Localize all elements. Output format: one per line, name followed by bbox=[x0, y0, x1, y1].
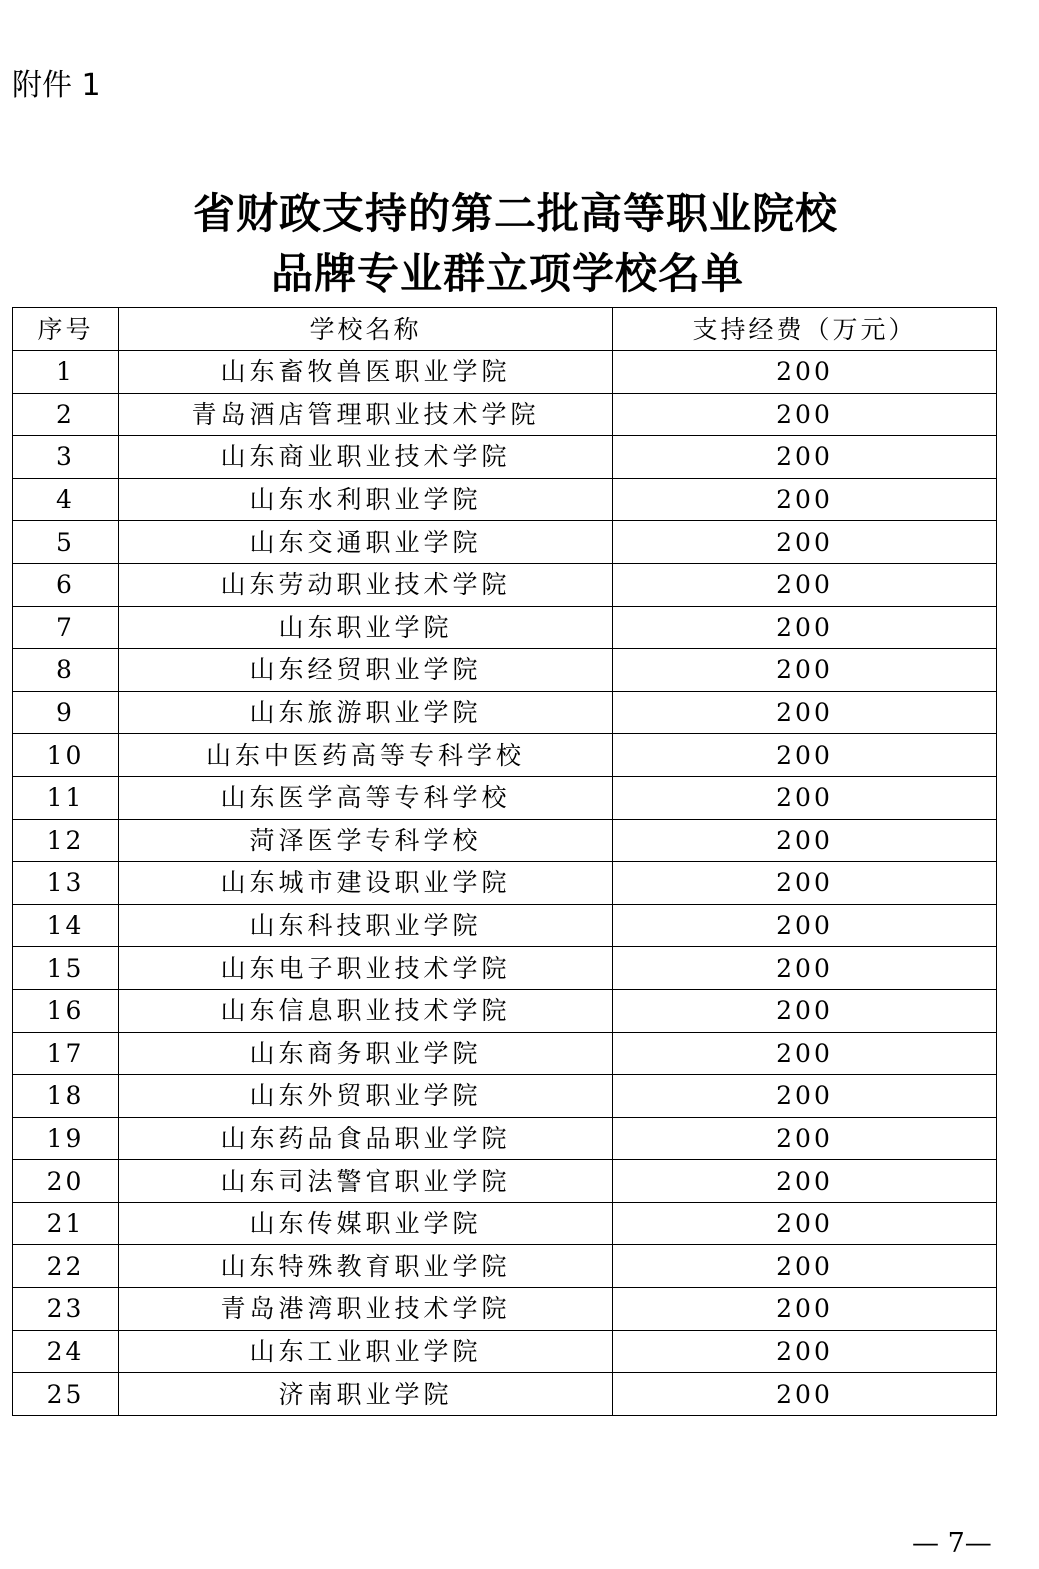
row-funding: 200 bbox=[613, 606, 997, 649]
row-school-name: 青岛酒店管理职业技术学院 bbox=[119, 393, 613, 436]
table-row bbox=[13, 1032, 997, 1075]
table-row bbox=[13, 393, 997, 436]
header-funding: 支持经费（万元） bbox=[613, 308, 997, 351]
row-index: 14 bbox=[13, 904, 119, 947]
table-row bbox=[13, 691, 997, 734]
row-school-name: 山东工业职业学院 bbox=[119, 1330, 613, 1373]
row-funding: 200 bbox=[613, 1330, 997, 1373]
row-index: 1 bbox=[13, 351, 119, 394]
row-index: 21 bbox=[13, 1202, 119, 1245]
table-row bbox=[13, 989, 997, 1032]
table-row bbox=[13, 1373, 997, 1416]
row-index: 8 bbox=[13, 649, 119, 692]
row-funding: 200 bbox=[613, 1373, 997, 1416]
row-funding: 200 bbox=[613, 904, 997, 947]
row-index: 25 bbox=[13, 1373, 119, 1416]
table-row bbox=[13, 1075, 997, 1118]
row-index: 17 bbox=[13, 1032, 119, 1075]
row-funding: 200 bbox=[613, 819, 997, 862]
header-index: 序号 bbox=[13, 308, 119, 351]
row-funding: 200 bbox=[613, 521, 997, 564]
row-school-name: 山东经贸职业学院 bbox=[119, 649, 613, 692]
row-school-name: 菏泽医学专科学校 bbox=[119, 819, 613, 862]
row-index: 15 bbox=[13, 947, 119, 990]
row-funding: 200 bbox=[613, 1202, 997, 1245]
row-school-name: 山东旅游职业学院 bbox=[119, 691, 613, 734]
document-title-line2: 品牌专业群立项学校名单 bbox=[270, 249, 744, 298]
row-funding: 200 bbox=[613, 1245, 997, 1288]
row-index: 5 bbox=[13, 521, 119, 564]
table-row bbox=[13, 351, 997, 394]
row-funding: 200 bbox=[613, 734, 997, 777]
row-funding: 200 bbox=[613, 563, 997, 606]
row-school-name: 青岛港湾职业技术学院 bbox=[119, 1288, 613, 1331]
attachment-label: 附件 1 bbox=[12, 68, 101, 103]
row-funding: 200 bbox=[613, 1075, 997, 1118]
table-row bbox=[13, 1330, 997, 1373]
row-school-name: 山东特殊教育职业学院 bbox=[119, 1245, 613, 1288]
row-funding: 200 bbox=[613, 478, 997, 521]
table-row bbox=[13, 947, 997, 990]
table-row bbox=[13, 563, 997, 606]
table-row bbox=[13, 1202, 997, 1245]
table-header-row bbox=[13, 308, 997, 351]
row-index: 6 bbox=[13, 563, 119, 606]
row-school-name: 山东中医药高等专科学校 bbox=[119, 734, 613, 777]
table-row bbox=[13, 904, 997, 947]
table-row bbox=[13, 521, 997, 564]
row-funding: 200 bbox=[613, 989, 997, 1032]
row-school-name: 山东职业学院 bbox=[119, 606, 613, 649]
row-index: 10 bbox=[13, 734, 119, 777]
row-school-name: 山东传媒职业学院 bbox=[119, 1202, 613, 1245]
row-index: 24 bbox=[13, 1330, 119, 1373]
row-funding: 200 bbox=[613, 1288, 997, 1331]
row-school-name: 山东电子职业技术学院 bbox=[119, 947, 613, 990]
table-row bbox=[13, 436, 997, 479]
row-school-name: 山东商业职业技术学院 bbox=[119, 436, 613, 479]
row-school-name: 山东交通职业学院 bbox=[119, 521, 613, 564]
page-number: — 7— bbox=[912, 1528, 992, 1559]
row-funding: 200 bbox=[613, 436, 997, 479]
row-index: 3 bbox=[13, 436, 119, 479]
row-funding: 200 bbox=[613, 649, 997, 692]
document-title-line1: 省财政支持的第二批高等职业院校 bbox=[192, 189, 838, 238]
row-school-name: 山东药品食品职业学院 bbox=[119, 1117, 613, 1160]
table-row bbox=[13, 1160, 997, 1203]
row-funding: 200 bbox=[613, 947, 997, 990]
row-index: 11 bbox=[13, 776, 119, 819]
school-list-table bbox=[12, 307, 997, 1416]
row-school-name: 山东水利职业学院 bbox=[119, 478, 613, 521]
row-school-name: 山东信息职业技术学院 bbox=[119, 989, 613, 1032]
row-funding: 200 bbox=[613, 1032, 997, 1075]
table-row bbox=[13, 776, 997, 819]
table-row bbox=[13, 819, 997, 862]
row-index: 9 bbox=[13, 691, 119, 734]
row-school-name: 济南职业学院 bbox=[119, 1373, 613, 1416]
row-index: 4 bbox=[13, 478, 119, 521]
row-school-name: 山东医学高等专科学校 bbox=[119, 776, 613, 819]
row-funding: 200 bbox=[613, 1117, 997, 1160]
row-school-name: 山东劳动职业技术学院 bbox=[119, 563, 613, 606]
row-index: 2 bbox=[13, 393, 119, 436]
table-row bbox=[13, 1117, 997, 1160]
row-index: 12 bbox=[13, 819, 119, 862]
row-index: 22 bbox=[13, 1245, 119, 1288]
row-school-name: 山东商务职业学院 bbox=[119, 1032, 613, 1075]
row-index: 19 bbox=[13, 1117, 119, 1160]
table-row bbox=[13, 1245, 997, 1288]
row-funding: 200 bbox=[613, 862, 997, 905]
row-school-name: 山东畜牧兽医职业学院 bbox=[119, 351, 613, 394]
table-row bbox=[13, 649, 997, 692]
row-funding: 200 bbox=[613, 351, 997, 394]
row-school-name: 山东城市建设职业学院 bbox=[119, 862, 613, 905]
row-school-name: 山东司法警官职业学院 bbox=[119, 1160, 613, 1203]
table-row bbox=[13, 862, 997, 905]
row-index: 13 bbox=[13, 862, 119, 905]
row-index: 23 bbox=[13, 1288, 119, 1331]
row-funding: 200 bbox=[613, 691, 997, 734]
row-index: 7 bbox=[13, 606, 119, 649]
table-row bbox=[13, 734, 997, 777]
row-school-name: 山东科技职业学院 bbox=[119, 904, 613, 947]
header-school-name: 学校名称 bbox=[119, 308, 613, 351]
row-index: 18 bbox=[13, 1075, 119, 1118]
row-index: 20 bbox=[13, 1160, 119, 1203]
table-row bbox=[13, 1288, 997, 1331]
row-funding: 200 bbox=[613, 393, 997, 436]
table-row bbox=[13, 606, 997, 649]
row-index: 16 bbox=[13, 989, 119, 1032]
table-row bbox=[13, 478, 997, 521]
row-funding: 200 bbox=[613, 1160, 997, 1203]
row-funding: 200 bbox=[613, 776, 997, 819]
row-school-name: 山东外贸职业学院 bbox=[119, 1075, 613, 1118]
